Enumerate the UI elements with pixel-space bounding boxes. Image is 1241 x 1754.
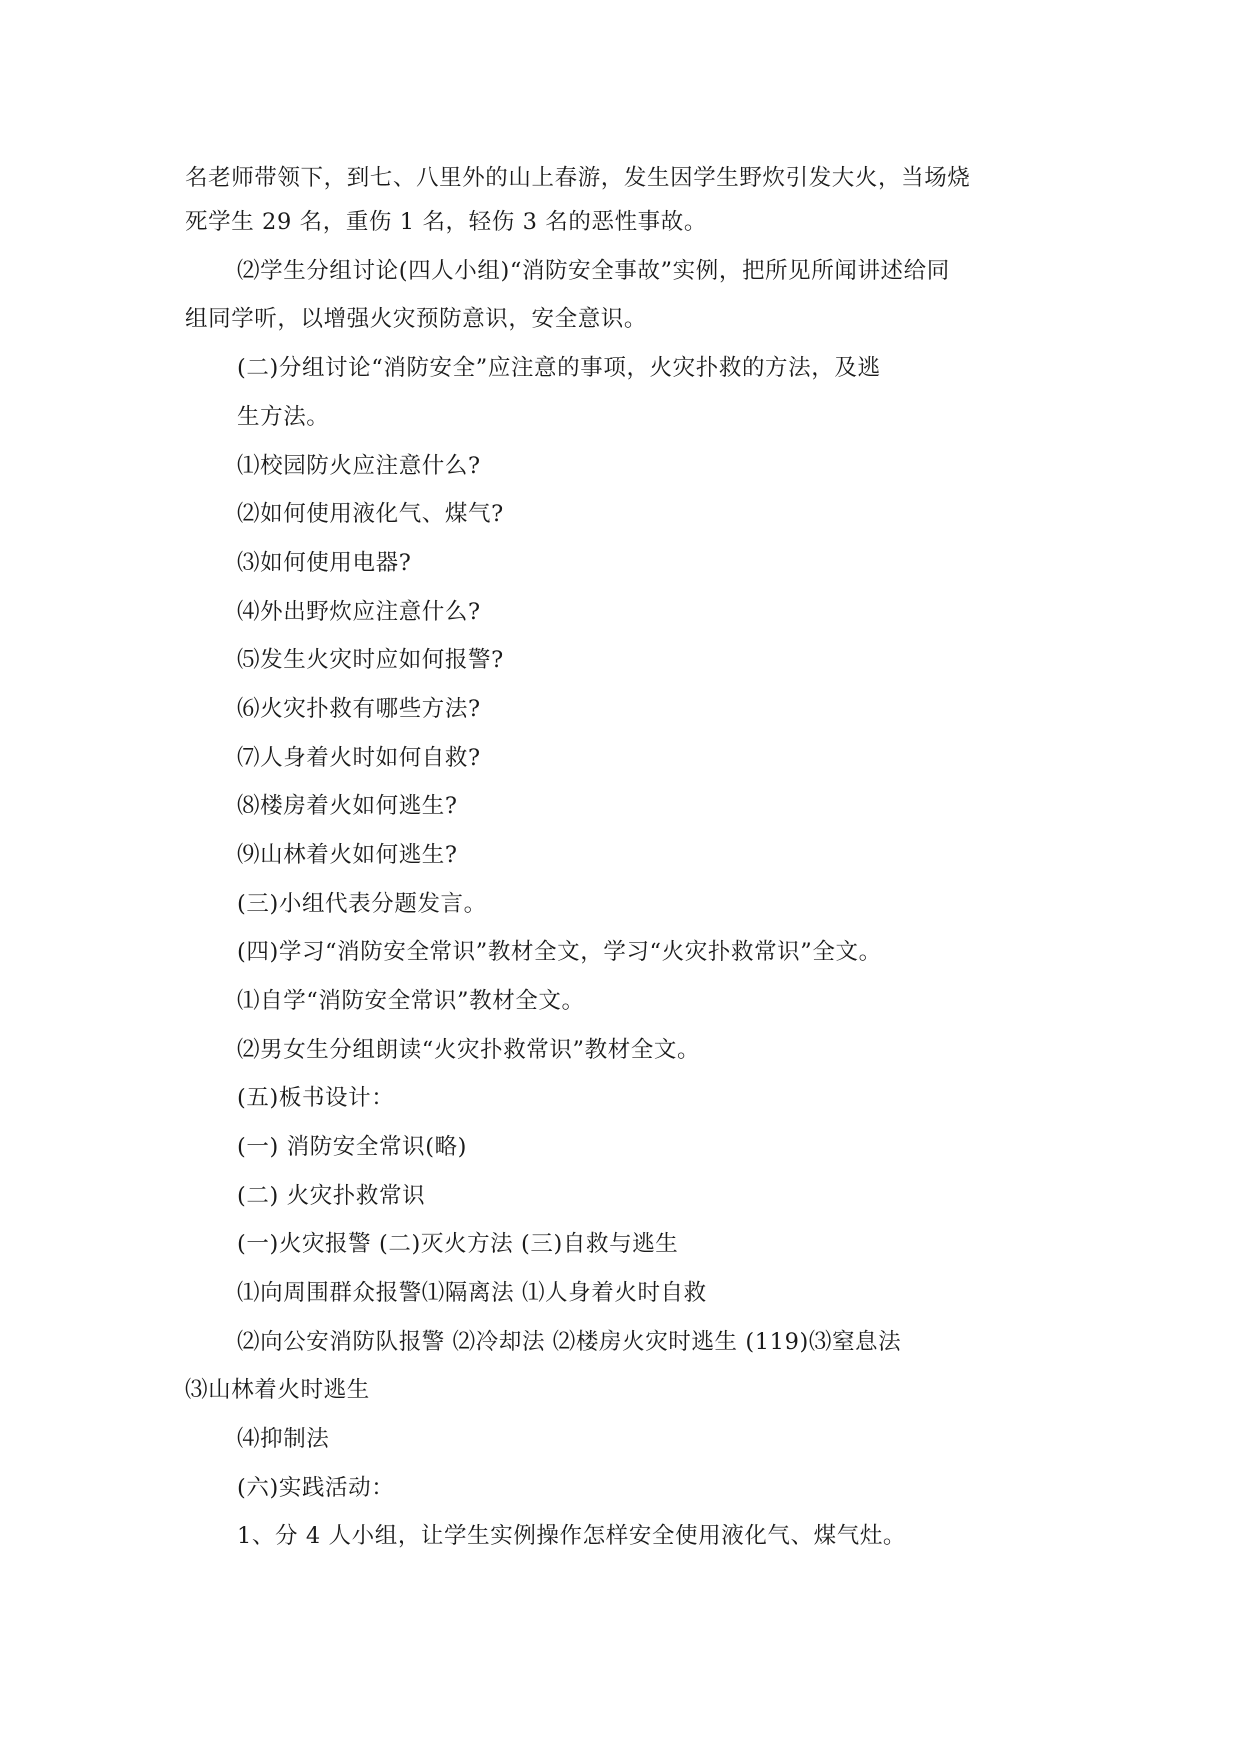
text-line: ⑴向周围群众报警⑴隔离法 ⑴人身着火时自救	[237, 1280, 707, 1306]
text-line: 生方法。	[237, 404, 330, 430]
text-line: (四)学习“消防安全常识”教材全文，学习“火灾扑救常识”全文。	[237, 939, 882, 965]
text-line: ⑼山林着火如何逃生?	[237, 842, 458, 868]
text-line: 1、分 4 人小组，让学生实例操作怎样安全使用液化气、煤气灶。	[237, 1523, 907, 1549]
text-line: ⑶山林着火时逃生	[185, 1377, 370, 1403]
text-line: (一) 消防安全常识(略)	[237, 1134, 468, 1160]
text-line: ⑵向公安消防队报警 ⑵冷却法 ⑵楼房火灾时逃生 (119)⑶窒息法	[237, 1329, 902, 1355]
text-line: (一)火灾报警 (二)灭火方法 (三)自救与逃生	[237, 1231, 679, 1257]
text-line: (二)分组讨论“消防安全”应注意的事项，火灾扑救的方法，及逃	[237, 355, 881, 381]
text-line: 死学生 29 名，重伤 1 名，轻伤 3 名的恶性事故。	[185, 209, 707, 235]
text-line: ⑹火灾扑救有哪些方法?	[237, 696, 481, 722]
text-line: ⑶如何使用电器?	[237, 550, 412, 576]
text-line: ⑴自学“消防安全常识”教材全文。	[237, 988, 585, 1014]
text-line: (六)实践活动：	[237, 1475, 395, 1501]
text-line: ⑵男女生分组朗读“火灾扑救常识”教材全文。	[237, 1037, 701, 1063]
text-line: 名老师带领下，到七、八里外的山上春游，发生因学生野炊引发大火，当场烧	[185, 165, 971, 191]
text-line: 组同学听，以增强火灾预防意识，安全意识。	[185, 306, 648, 332]
text-line: ⑷抑制法	[237, 1426, 330, 1452]
text-line: (三)小组代表分题发言。	[237, 891, 487, 917]
text-line: (二) 火灾扑救常识	[237, 1183, 426, 1209]
text-line: ⑺人身着火时如何自救?	[237, 745, 481, 771]
text-line: ⑸发生火灾时应如何报警?	[237, 647, 504, 673]
text-line: ⑴校园防火应注意什么?	[237, 453, 481, 479]
text-line: (五)板书设计：	[237, 1085, 395, 1111]
text-line: ⑵如何使用液化气、煤气?	[237, 501, 504, 527]
text-line: ⑷外出野炊应注意什么?	[237, 599, 481, 625]
text-line: ⑵学生分组讨论(四人小组)“消防安全事故”实例，把所见所闻讲述给同	[237, 258, 950, 284]
text-line: ⑻楼房着火如何逃生?	[237, 793, 458, 819]
